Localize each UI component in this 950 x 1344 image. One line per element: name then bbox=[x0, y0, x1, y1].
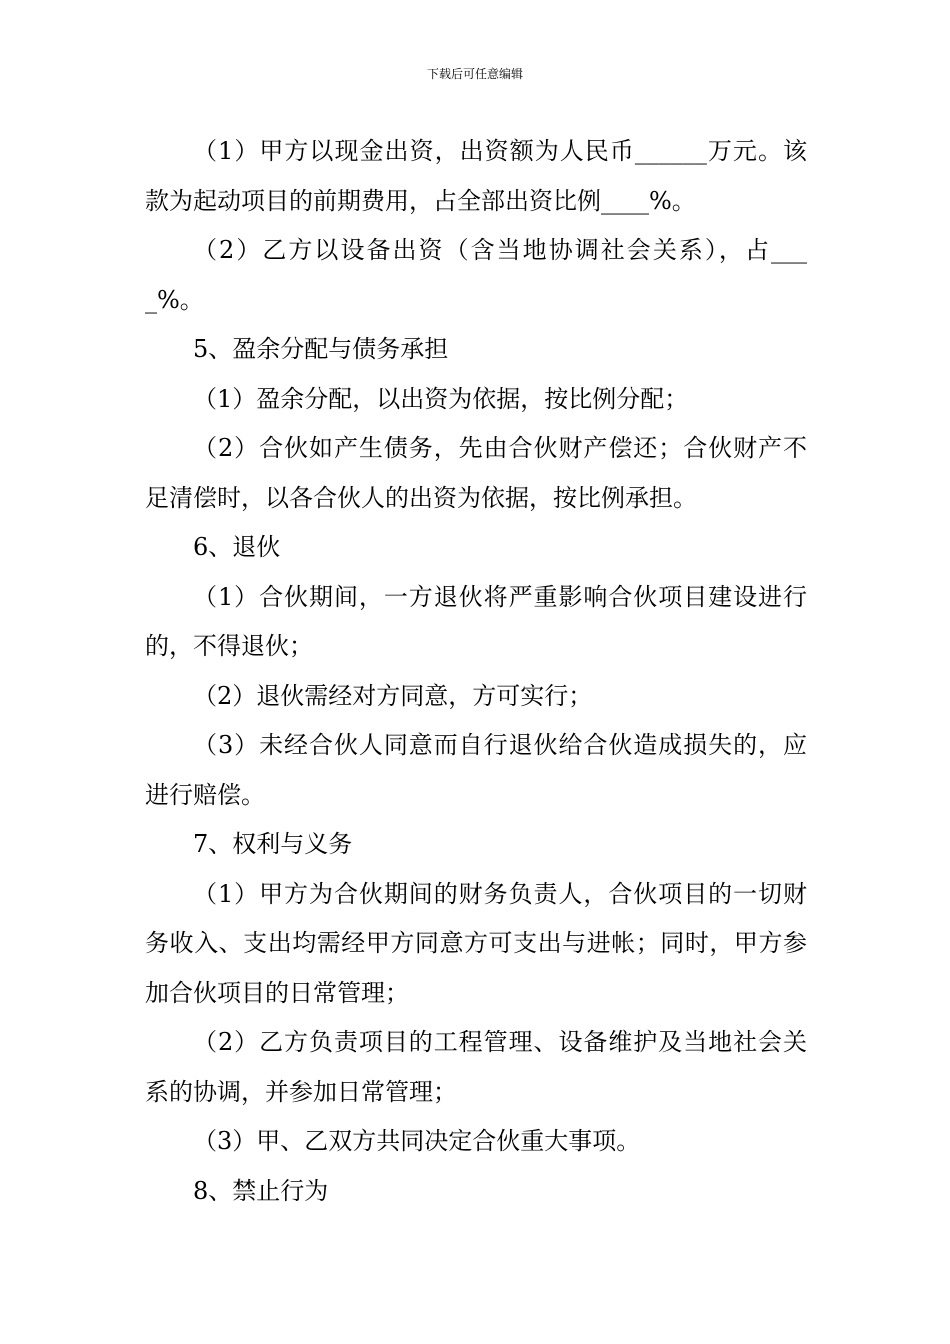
paragraph-equipment-contribution: （2）乙方以设备出资（含当地协调社会关系），占____%。 bbox=[145, 236, 807, 314]
paragraph-party-a-duties: （1）甲方为合伙期间的财务负责人，合伙项目的一切财务收入、支出均需经甲方同意方可支出与进帐；同时，甲方参加合伙项目的日常管理； bbox=[145, 879, 807, 1007]
section-heading-prohibited-acts: 8、禁止行为 bbox=[193, 1176, 329, 1205]
paragraph-cash-contribution: （1）甲方以现金出资，出资额为人民币______万元。该款为起动项目的前期费用，占全部出资比例____%。 bbox=[145, 137, 807, 215]
document-body bbox=[145, 127, 807, 1216]
paragraph-profit-distribution: （1）盈余分配，以出资为依据，按比例分配； bbox=[193, 384, 689, 413]
paragraph-withdrawal-consent: （2）退伙需经对方同意，方可实行； bbox=[193, 681, 593, 710]
header-note: 下载后可任意编辑 bbox=[426, 67, 523, 81]
section-heading-rights-duties: 7、权利与义务 bbox=[193, 830, 353, 858]
section-heading-withdrawal: 6、退伙 bbox=[193, 533, 281, 561]
paragraph-joint-decisions: （3）甲、乙双方共同决定合伙重大事项。 bbox=[193, 1127, 641, 1155]
paragraph-debt-bearing: （2）合伙如产生债务，先由合伙财产偿还；合伙财产不足清偿时，以各合伙人的出资为依据，按比例承担。 bbox=[145, 434, 807, 512]
paragraph-party-b-duties: （2）乙方负责项目的工程管理、设备维护及当地社会关系的协调，并参加日常管理； bbox=[145, 1028, 807, 1106]
section-heading-profit-debt: 5、盈余分配与债务承担 bbox=[193, 335, 449, 363]
paragraph-withdrawal-restriction: （1）合伙期间，一方退伙将严重影响合伙项目建设进行的，不得退伙； bbox=[145, 582, 807, 660]
paragraph-withdrawal-compensation: （3）未经合伙人同意而自行退伙给合伙造成损失的，应进行赔偿。 bbox=[145, 731, 807, 809]
